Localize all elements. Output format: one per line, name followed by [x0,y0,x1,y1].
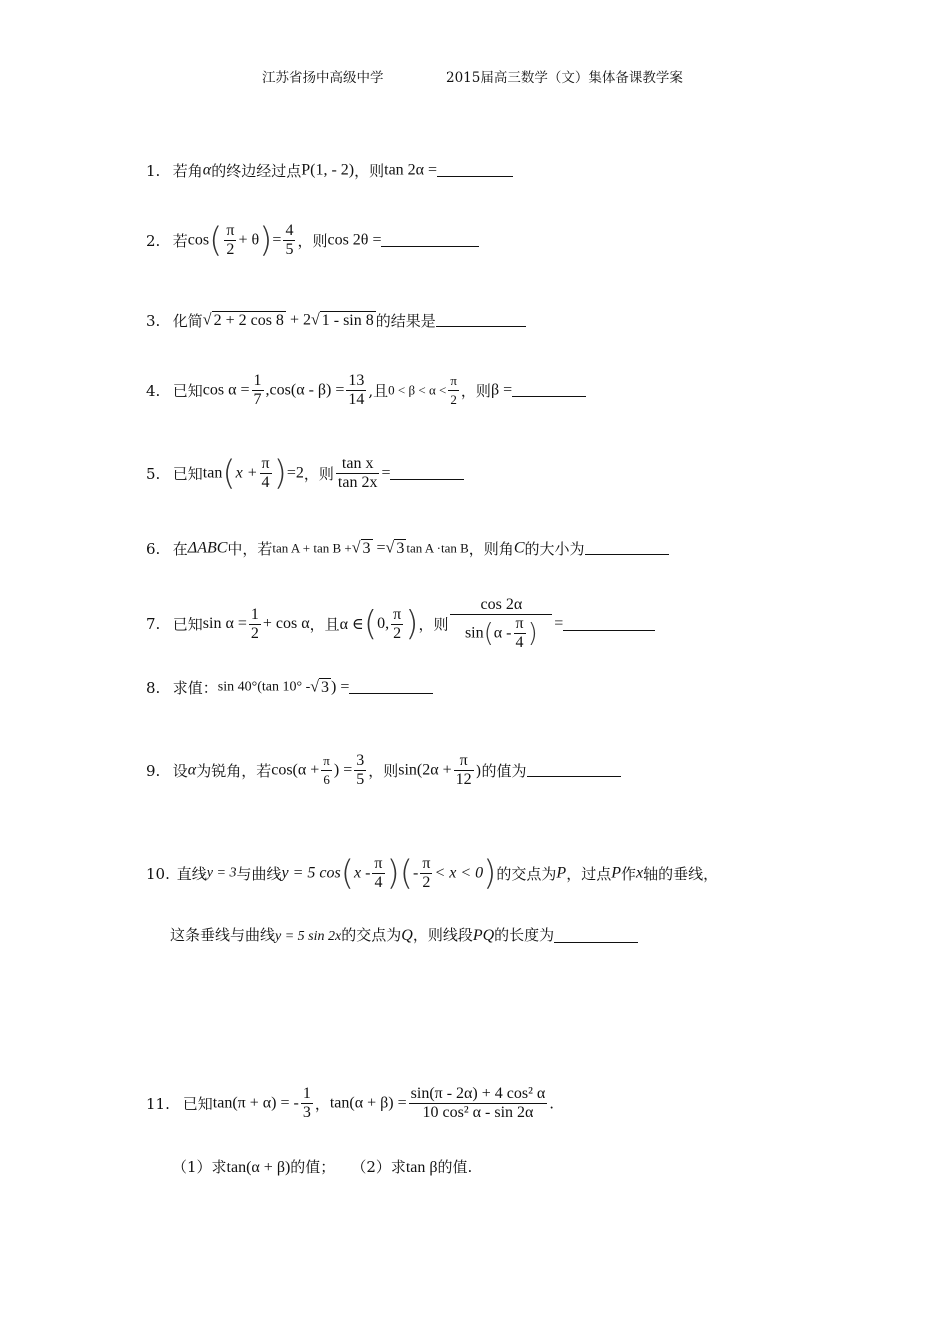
question-9: 9. 设α为锐角，若cos(α + $\frac{\pi}{6}$ ) = $\frac{3}{5}$ ，则sin(2α + $\frac{\pi}{12}$ )的值为 [146,752,621,789]
question-number: 8. [146,678,161,697]
question-8: 8. 求值：sin 40°(tan 10° -√ 3 ) = [146,677,433,698]
question-number: 2. [146,231,161,250]
question-number: 7. [146,615,161,633]
question-number: 9. [146,761,161,780]
fraction: $\frac{4}{5}$ [285,222,294,258]
fraction: $\frac{\pi}{4}$ [261,455,270,491]
answer-blank [436,314,526,327]
question-10-line-2: 这条垂线与曲线y = 5 sin 2x的交点为Q，则线段PQ的长度为 [170,924,638,945]
question-number: 4. [146,381,161,400]
question-11: 11. 已知tan(π + α) = - $\frac{1}{3}$ ，tan(α + β) = $\frac{\text{sin(π - 2α) + 4 cos² α}}{\text{10 cos² α - sin 2α}}$ . [146,1085,555,1121]
fraction: $\frac{1}{2}$ [250,605,259,642]
fraction: $\frac{3}{5}$ [356,752,365,788]
question-number: 3. [146,311,161,330]
math-expression: cos 2θ = [327,231,382,249]
fraction: cos 2α sin(α - $\frac{\pi}{4}$ ) [450,596,552,652]
fraction: $\frac{13}{14}$ [348,372,365,408]
answer-blank [390,467,464,480]
question-number: 6. [146,539,161,558]
question-5: 5. 已知tan(x + $\frac{\pi}{4}$ )=2，则 $\frac{\text{tan x}}{\tan 2x}$ = [146,455,464,492]
answer-blank [585,542,669,555]
math-expression: tan 2α = [384,161,438,179]
question-2: 2. 若cos( $\frac{\pi}{2}$ + θ)= $\frac{4}{5}$ ，则cos 2θ = [146,222,479,259]
fraction: $\frac{\pi}{6}$ [323,753,330,787]
answer-blank [437,164,513,177]
fraction: $\frac{\pi}{2}$ [422,855,431,891]
fraction: $\frac{\pi}{2}$ [450,373,457,407]
answer-blank [563,618,655,631]
point-expression: P(1, - 2) [301,161,355,179]
fraction: $\frac{\text{tan x}}{\tan 2x}$ [337,455,378,491]
fraction: $\frac{\pi}{4}$ [374,855,383,891]
question-4: 4. 已知cos α = $\frac{1}{7}$ ,cos(α - β) = $\frac{13}{14}$ ,且0 < β < α < $\frac{\pi}{2}$ ，则β = [146,372,586,409]
fraction: $\frac{1}{7}$ [253,372,262,408]
question-3: 3. 化简√ 2 + 2 cos 8 + 2√ 1 - sin 8 的结果是 [146,310,526,331]
fraction: $\frac{\pi}{2}$ [226,222,235,258]
fraction: $\frac{\text{sin(π - 2α) + 4 cos² α}}{\text{10 cos² α - sin 2α}}$ [410,1085,546,1121]
fraction: $\frac{\pi}{2}$ [393,605,402,642]
school-name: 江苏省扬中高级中学 [262,70,384,86]
radical: 2 + 2 cos 8 [213,311,284,329]
question-number: 5. [146,464,161,483]
question-10: 10. 直线y = 3与曲线y = 5 cos(x - $\frac{\pi}{4}$ )(- $\frac{\pi}{2}$ < x < 0)的交点为P，过点P作x轴的垂线， [146,853,719,894]
question-number: 1. [146,161,161,180]
question-1: 1. 若角α的终边经过点P(1, - 2)，则tan 2α = [146,160,513,181]
answer-blank [512,384,586,397]
answer-blank [349,681,433,694]
question-number: 11. [146,1094,170,1113]
answer-blank [554,930,638,943]
question-number: 10. [146,864,170,883]
question-6: 6. 在ΔABC中，若tan A + tan B +√ 3 =√ 3 tan A ·tan B，则角C的大小为 [146,538,669,559]
question-11-parts: （1）求tan(α + β)的值； （2）求tan β的值. [172,1158,473,1176]
radical: 1 - sin 8 [321,311,374,329]
answer-blank [381,234,479,247]
fraction: $\frac{1}{3}$ [302,1085,311,1121]
fraction: $\frac{\pi}{12}$ [455,752,472,788]
answer-blank [527,764,621,777]
document-title: 2015届高三数学（文）集体备课教学案 [446,70,683,86]
question-7: 7. 已知sin α = $\frac{1}{2}$ + cos α，且α ∈(0, $\frac{\pi}{2}$ )，则 cos 2α sin(α - $\frac{\pi}{4}$ ) = [146,596,655,652]
